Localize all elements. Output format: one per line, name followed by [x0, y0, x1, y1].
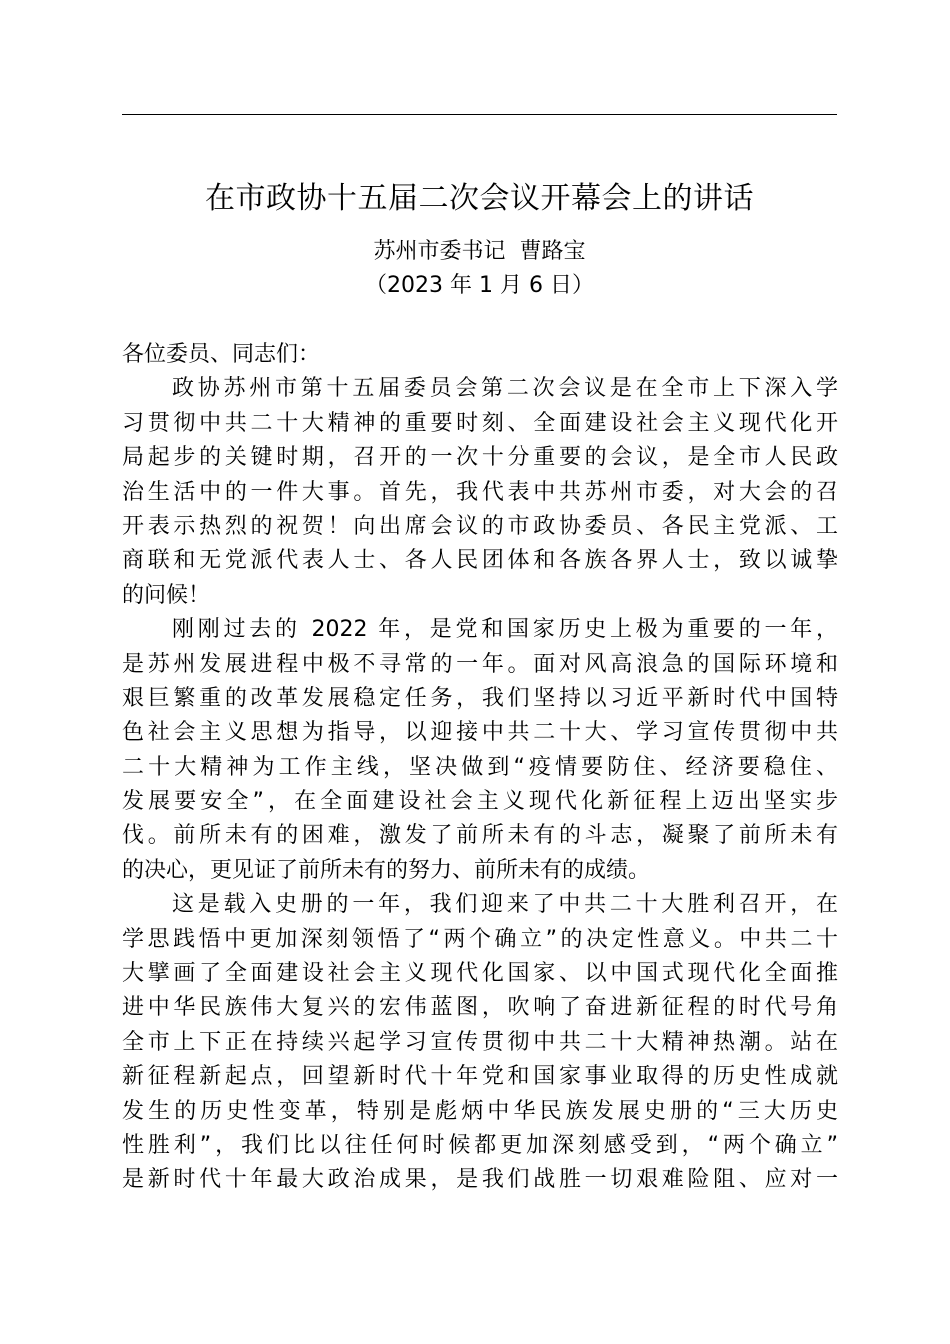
document-date: （2023 年 1 月 6 日） — [365, 273, 594, 298]
paragraph-line: 二十大精神为工作主线，坚决做到“疫情要防住、经济要稳住、 — [122, 754, 838, 780]
paragraph-line: 发生的历史性变革，特别是彪炳中华民族发展史册的“三大历史 — [122, 1098, 838, 1124]
paragraph-line: 发展要安全”，在全面建设社会主义现代化新征程上迈出坚实步 — [122, 789, 838, 815]
document-author: 苏州市委书记 曹路宝 — [373, 239, 586, 264]
paragraph-line: 学思践悟中更加深刻领悟了“两个确立”的决定性意义。中共二十 — [122, 926, 838, 952]
paragraph-line: 局起步的关键时期，召开的一次十分重要的会议，是全市人民政 — [122, 445, 838, 471]
paragraph-line: 新征程新起点，回望新时代十年党和国家事业取得的历史性成就 — [122, 1064, 838, 1090]
paragraph-line: 的决心，更见证了前所未有的努力、前所未有的成绩。 — [122, 857, 651, 883]
paragraph — [122, 613, 838, 888]
paragraph-line: 艰巨繁重的改革发展稳定任务，我们坚持以习近平新时代中国特 — [122, 685, 838, 711]
paragraph-line: 商联和无党派代表人士、各人民团体和各族各界人士，致以诚挚 — [122, 548, 838, 574]
paragraph-line: 进中华民族伟大复兴的宏伟蓝图，吹响了奋进新征程的时代号角 — [122, 995, 838, 1021]
document-title: 在市政协十五届二次会议开幕会上的讲话 — [205, 181, 754, 216]
paragraph — [122, 888, 838, 1198]
paragraph-line: 开表示热烈的祝贺！向出席会议的市政协委员、各民主党派、工 — [122, 513, 838, 539]
paragraph — [122, 372, 838, 613]
document-body — [122, 338, 838, 1198]
paragraph-line: 是新时代十年最大政治成果，是我们战胜一切艰难险阻、应对一 — [122, 1167, 838, 1193]
paragraph-line: 色社会主义思想为指导，以迎接中共二十大、学习宣传贯彻中共 — [122, 720, 838, 746]
paragraph-line: 全市上下正在持续兴起学习宣传贯彻中共二十大精神热潮。站在 — [122, 1029, 838, 1055]
paragraph-line: 是苏州发展进程中极不寻常的一年。面对风高浪急的国际环境和 — [122, 651, 838, 677]
paragraph-line: 政协苏州市第十五届委员会第二次会议是在全市上下深入学 — [172, 376, 838, 402]
header-rule — [122, 114, 837, 115]
paragraph-line: 性胜利”，我们比以往任何时候都更加深刻感受到，“两个确立” — [122, 1132, 838, 1158]
paragraph-line: 习贯彻中共二十大精神的重要时刻、全面建设社会主义现代化开 — [122, 410, 838, 436]
paragraph-line: 大擘画了全面建设社会主义现代化国家、以中国式现代化全面推 — [122, 961, 838, 987]
paragraph-line: 伐。前所未有的困难，激发了前所未有的斗志，凝聚了前所未有 — [122, 823, 838, 849]
paragraph-line: 这是载入史册的一年，我们迎来了中共二十大胜利召开，在 — [172, 892, 838, 918]
paragraph-line: 的问候！ — [122, 582, 211, 608]
paragraph-line: 刚刚过去的 2022 年，是党和国家历史上极为重要的一年， — [172, 617, 838, 643]
salutation: 各位委员、同志们： — [122, 342, 321, 367]
paragraph-line: 治生活中的一件大事。首先，我代表中共苏州市委，对大会的召 — [122, 479, 838, 505]
